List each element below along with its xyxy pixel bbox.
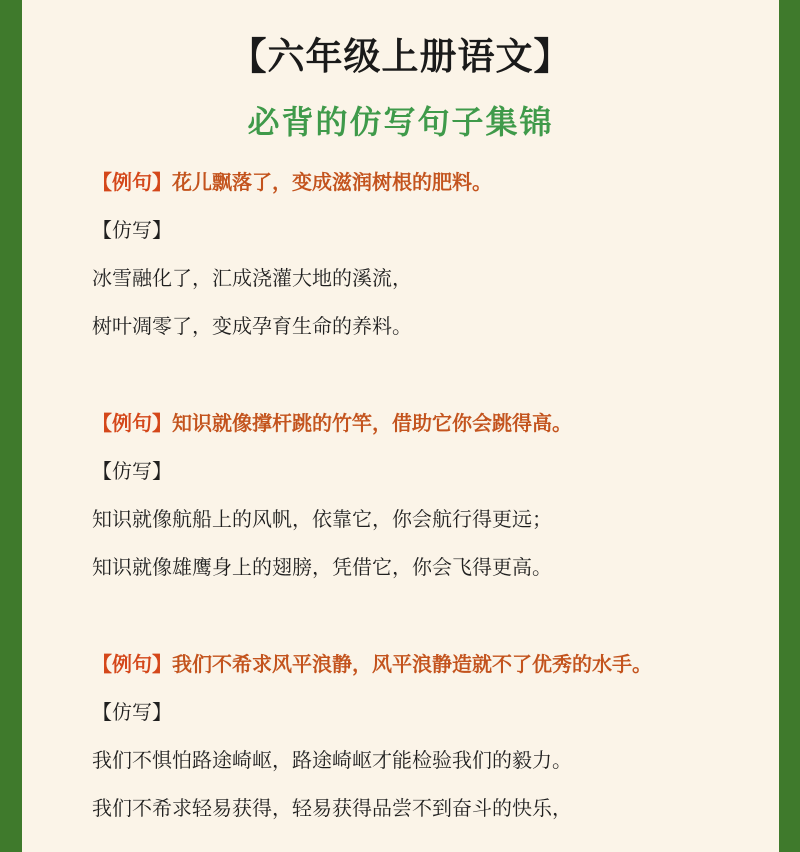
imitation-sentence: 知识就像雄鹰身上的翅膀，凭借它，你会飞得更高。 <box>92 555 552 579</box>
example-sentence <box>92 399 732 447</box>
imitation-sentence: 我们不希求轻易获得，轻易获得品尝不到奋斗的快乐， <box>92 796 572 820</box>
imitation-tag: 【仿写】 <box>92 700 172 724</box>
imitation-sentence: 我们不惧怕路途崎岖，路途崎岖才能检验我们的毅力。 <box>92 748 572 772</box>
example-text: 知识就像撑杆跳的竹竿，借助它你会跳得高。 <box>172 411 572 435</box>
example-tag: 【例句】 <box>92 170 172 194</box>
example-section-2 <box>92 399 732 591</box>
document-page <box>22 0 779 852</box>
sentence-list <box>92 158 732 832</box>
example-sentence <box>92 158 732 206</box>
page-title: 【六年级上册语文】 <box>229 34 572 78</box>
imitation-sentence: 冰雪融化了，汇成浇灌大地的溪流， <box>92 266 412 290</box>
imitation-tag: 【仿写】 <box>92 218 172 242</box>
imitation-tag: 【仿写】 <box>92 459 172 483</box>
imitation-sentence: 知识就像航船上的风帆，依靠它，你会航行得更远； <box>92 507 552 531</box>
imitation-sentence: 树叶凋零了，变成孕育生命的养料。 <box>92 314 412 338</box>
example-section-1 <box>92 158 732 350</box>
example-text: 花儿飘落了，变成滋润树根的肥料。 <box>172 170 492 194</box>
example-sentence <box>92 640 732 688</box>
example-tag: 【例句】 <box>92 652 172 676</box>
example-section-3 <box>92 640 732 832</box>
example-text: 我们不希求风平浪静，风平浪静造就不了优秀的水手。 <box>172 652 652 676</box>
example-tag: 【例句】 <box>92 411 172 435</box>
page-subtitle: 必背的仿写句子集锦 <box>247 103 554 141</box>
